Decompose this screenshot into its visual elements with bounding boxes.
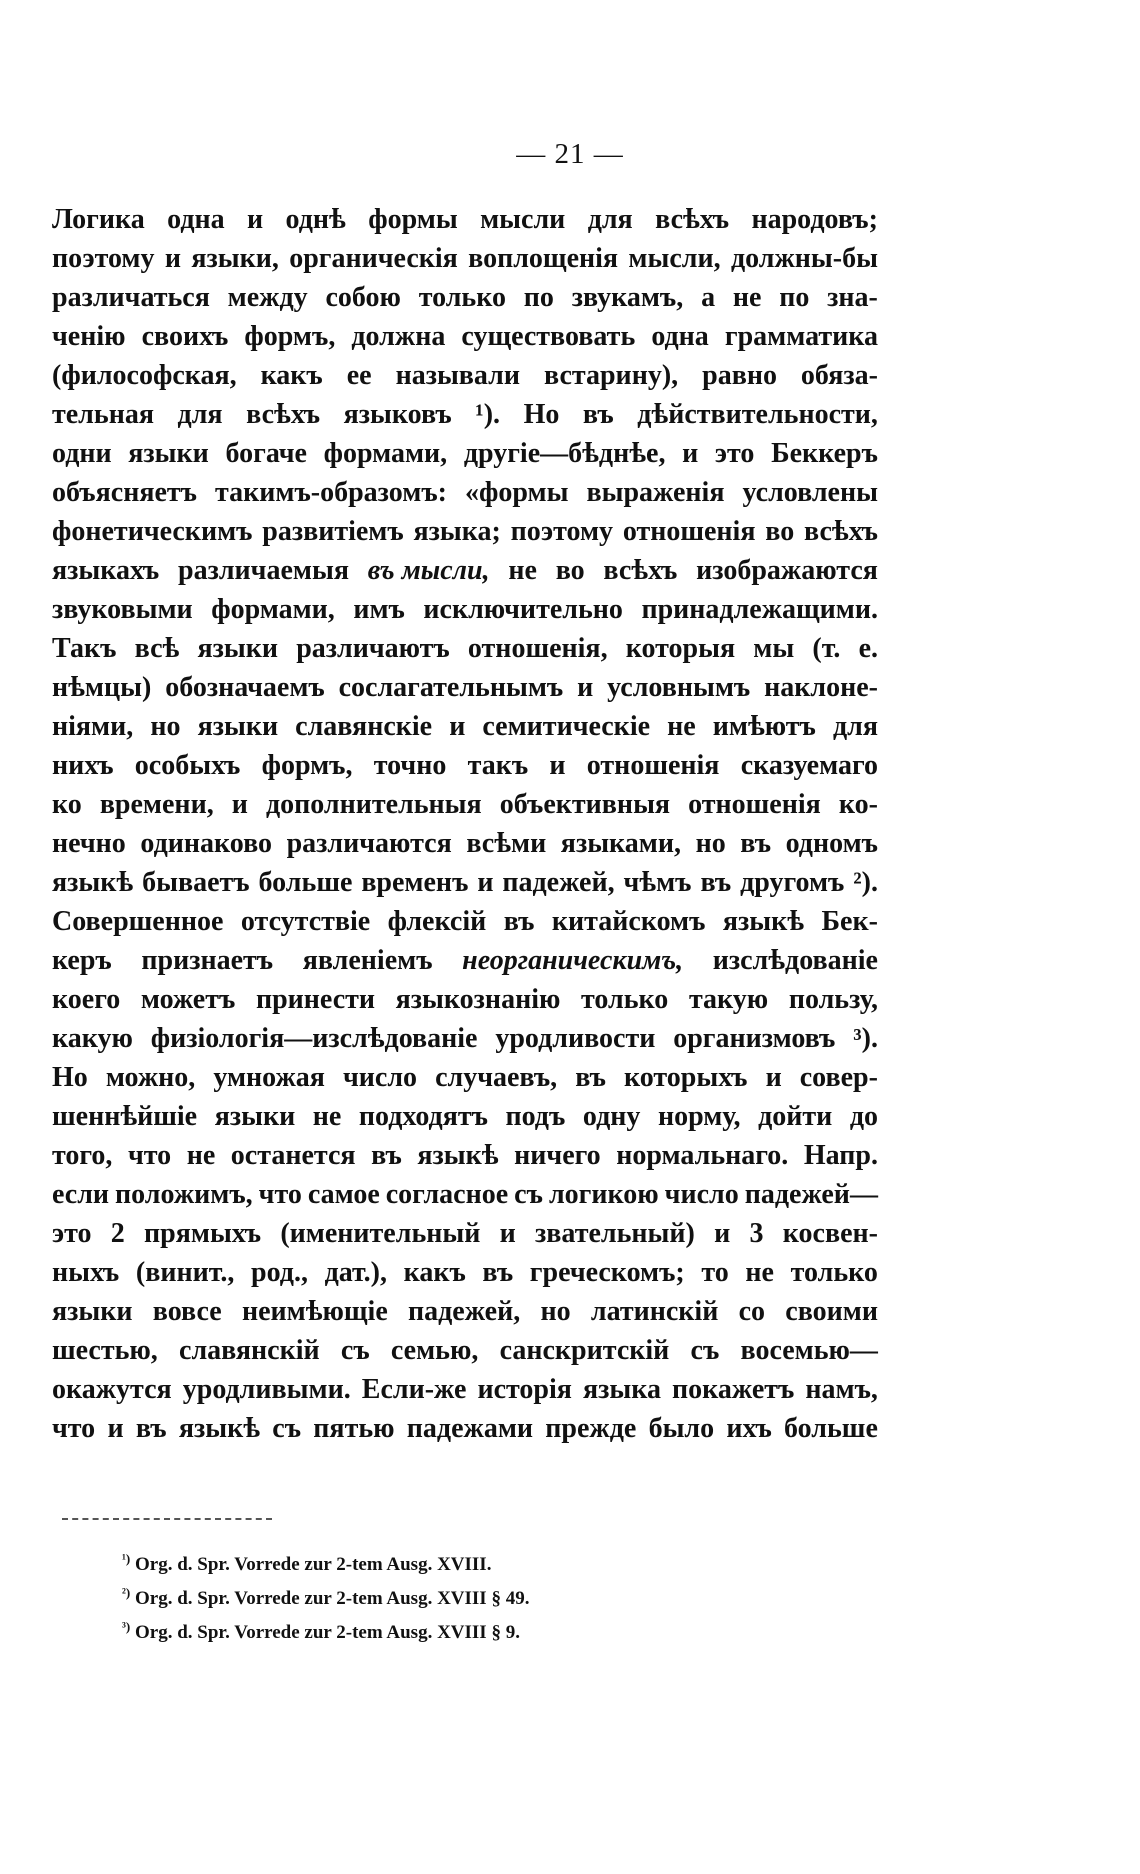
text-line: [52, 434, 878, 473]
word: дойти: [758, 1101, 833, 1132]
word: бываетъ: [142, 867, 250, 898]
word: нѣмцы): [52, 672, 152, 703]
text-line: [52, 746, 878, 785]
word: Если-же: [361, 1374, 467, 1405]
word: если: [52, 1179, 110, 1210]
word: Логика: [52, 204, 145, 235]
word: Бек-: [821, 906, 878, 937]
footnote-mark: ¹): [122, 1551, 131, 1566]
word: дѣйствительности,: [637, 399, 878, 430]
footnotes: [122, 1545, 529, 1647]
word: времени,: [99, 789, 214, 820]
body-text: [52, 200, 878, 1448]
text-line: [52, 278, 878, 317]
word: организмовъ: [673, 1023, 836, 1054]
word: языка: [583, 1374, 661, 1405]
text-line: [52, 473, 878, 512]
word: языка;: [413, 516, 501, 547]
word: это: [714, 438, 755, 469]
word: норму,: [657, 1101, 741, 1132]
text-line: [52, 551, 878, 590]
word: (именительный: [280, 1218, 481, 1249]
word: е.: [858, 633, 878, 664]
word: въ: [700, 867, 732, 898]
word: должна: [351, 321, 446, 352]
word: въ: [582, 399, 614, 430]
word: отсутствіе: [240, 906, 371, 937]
word: обяза-: [800, 360, 878, 391]
word: и: [577, 672, 594, 703]
footnote-separator: [62, 1518, 272, 1520]
word: и: [477, 867, 494, 898]
word: (философская,: [52, 360, 237, 391]
word: обозначаемъ: [165, 672, 325, 703]
word: останется: [230, 1140, 356, 1171]
word: не: [745, 1257, 774, 1288]
word: такъ: [467, 750, 529, 781]
word: исключительно: [423, 594, 623, 625]
word: отношенія: [688, 789, 821, 820]
word: объясняетъ: [52, 477, 197, 508]
word: въ: [135, 1413, 167, 1444]
word: звукамъ,: [571, 282, 684, 313]
word: (винит.,: [135, 1257, 235, 1288]
page-number: — 21 —: [516, 138, 624, 170]
word: такую: [688, 984, 769, 1015]
word: 2: [110, 1218, 125, 1249]
word: пользу,: [788, 984, 878, 1015]
word: поэтому: [510, 516, 614, 547]
word: больше: [784, 1413, 878, 1444]
word: равно: [702, 360, 777, 391]
word: народовъ;: [751, 204, 878, 235]
word: точно: [373, 750, 447, 781]
word: встарину),: [544, 360, 679, 391]
word: только: [790, 1257, 878, 1288]
word: мысли,: [628, 243, 721, 274]
word: и: [714, 1218, 731, 1249]
word: съ: [340, 1335, 370, 1366]
word: исторія: [477, 1374, 572, 1405]
word: и: [682, 438, 699, 469]
word: Но: [52, 1062, 88, 1093]
word: объективныя: [499, 789, 671, 820]
word: нихъ: [52, 750, 114, 781]
word: языки: [197, 633, 279, 664]
word: не: [508, 555, 537, 586]
word: число: [342, 1062, 418, 1093]
word: всѣ: [134, 633, 180, 664]
word: для: [832, 711, 878, 742]
word: и: [449, 711, 466, 742]
word: сказуемаго: [740, 750, 878, 781]
word: различаютъ: [296, 633, 450, 664]
word: но: [540, 1296, 571, 1327]
word: ихъ: [726, 1413, 772, 1444]
word: языкахъ: [52, 555, 160, 586]
word: языки: [52, 1296, 133, 1327]
text-line: [52, 629, 878, 668]
word: ныхъ: [52, 1257, 120, 1288]
word: число: [664, 1179, 739, 1210]
word: какъ: [403, 1257, 466, 1288]
word: которыя: [625, 633, 736, 664]
word: и: [164, 243, 181, 274]
word: дат.),: [324, 1257, 387, 1288]
word: нормальнаго.: [616, 1140, 789, 1171]
footnote-text: Org. d. Spr. Vorrede zur 2-tem Ausg. XVIII.: [134, 1554, 492, 1575]
text-line: [52, 200, 878, 239]
word: всѣми: [466, 828, 547, 859]
word: керъ: [52, 945, 112, 976]
word: только: [581, 984, 669, 1015]
word: Совершенное: [52, 906, 224, 937]
word: звательный): [535, 1218, 695, 1249]
word: положимъ,: [115, 1179, 253, 1210]
text-line: [52, 902, 878, 941]
word: признаетъ: [141, 945, 274, 976]
word: языкѣ: [722, 906, 805, 937]
word: съ: [690, 1335, 720, 1366]
text-line: [52, 317, 878, 356]
word: было: [648, 1413, 715, 1444]
word: имѣютъ: [712, 711, 816, 742]
word: принадлежащими.: [641, 594, 878, 625]
word: другомъ: [740, 867, 845, 898]
word: одинаково: [140, 828, 272, 859]
word: въ: [371, 1140, 402, 1171]
word: ее: [346, 360, 372, 391]
word: латинскій: [590, 1296, 719, 1327]
word: уродливыми.: [182, 1374, 351, 1405]
word: это: [52, 1218, 92, 1249]
word: фонетическимъ: [52, 516, 253, 547]
word: во: [765, 516, 795, 547]
word: съ: [514, 1179, 543, 1210]
text-line: [52, 512, 878, 551]
text-line: [52, 980, 878, 1019]
word: падежей—: [744, 1179, 878, 1210]
word: для: [587, 204, 633, 235]
word: шеннѣйшіе: [52, 1101, 198, 1132]
word: какую: [52, 1023, 133, 1054]
word: одну: [582, 1101, 641, 1132]
word: богаче: [225, 438, 307, 469]
italic-word: неорганическимъ,: [462, 945, 684, 976]
word: и: [231, 789, 248, 820]
word: восемью—: [740, 1335, 878, 1366]
word: по: [523, 282, 554, 313]
word: по: [779, 282, 810, 313]
word: а: [701, 282, 716, 313]
text-line: [52, 1136, 878, 1175]
word: только: [418, 282, 506, 313]
word: языки,: [191, 243, 279, 274]
word: и: [107, 1413, 124, 1444]
word: собою: [325, 282, 401, 313]
word: и: [549, 750, 566, 781]
word: временъ: [361, 867, 469, 898]
text-line: [52, 1214, 878, 1253]
footnote-text: Org. d. Spr. Vorrede zur 2-tem Ausg. XVIII § 9.: [134, 1622, 520, 1643]
word: языки: [214, 1101, 296, 1132]
word: не: [732, 282, 762, 313]
word: логикою: [548, 1179, 659, 1210]
word: физіологія—изслѣдованіе: [150, 1023, 478, 1054]
word: своихъ: [141, 321, 229, 352]
word: отношенія: [586, 750, 720, 781]
word: окажутся: [52, 1374, 172, 1405]
word: намъ,: [805, 1374, 878, 1405]
word: не: [186, 1140, 216, 1171]
word: больше: [258, 867, 353, 898]
footnote-ref: ³).: [853, 1023, 878, 1054]
word: одномъ: [785, 828, 878, 859]
word: и: [765, 1062, 782, 1093]
word: ничего: [514, 1140, 601, 1171]
word: зна-: [827, 282, 878, 313]
word: языками,: [560, 828, 681, 859]
word: того,: [52, 1140, 113, 1171]
word: 3: [749, 1218, 764, 1249]
word: въ: [575, 1062, 606, 1093]
word: изображаются: [696, 555, 878, 586]
word: что: [127, 1140, 172, 1171]
word: какъ: [260, 360, 323, 391]
word: что: [258, 1179, 302, 1210]
text-line: [52, 1292, 878, 1331]
word: ко: [52, 789, 82, 820]
footnote: [122, 1545, 529, 1579]
word: тельная: [52, 399, 154, 430]
word: изслѣдованіе: [712, 945, 878, 976]
word: греческомъ;: [529, 1257, 685, 1288]
word: подходятъ: [358, 1101, 488, 1132]
word: вовсе: [152, 1296, 222, 1327]
word: не: [667, 711, 696, 742]
word: семью,: [390, 1335, 479, 1366]
word: между: [227, 282, 308, 313]
word: одна: [167, 204, 225, 235]
text-line: [52, 785, 878, 824]
text-line: [52, 1019, 878, 1058]
word: славянскій: [179, 1335, 320, 1366]
text-line: [52, 395, 878, 434]
word: всѣхъ: [655, 204, 730, 235]
word: отношенія,: [467, 633, 608, 664]
word: отношенія: [622, 516, 756, 547]
word: въ: [482, 1257, 514, 1288]
word: различаемыя: [178, 555, 349, 586]
word: неимѣющіе: [241, 1296, 388, 1327]
word: пятью: [313, 1413, 395, 1444]
word: можетъ: [140, 984, 236, 1015]
word: одни: [52, 438, 112, 469]
word: флексій: [387, 906, 487, 937]
word: прямыхъ: [144, 1218, 262, 1249]
word: имъ: [353, 594, 405, 625]
word: ко-: [838, 789, 878, 820]
word: уродливости: [495, 1023, 656, 1054]
word: существовать: [461, 321, 636, 352]
italic-word: въ мысли,: [367, 555, 490, 586]
word: различаться: [52, 282, 210, 313]
word: условнымъ: [607, 672, 751, 703]
word: различаются: [286, 828, 452, 859]
word: славянскіе: [295, 711, 433, 742]
text-line: [52, 356, 878, 395]
word: языки: [128, 438, 209, 469]
footnote: [122, 1613, 529, 1647]
text-line: [52, 707, 878, 746]
footnote-ref: ¹).: [475, 399, 501, 430]
word: называли: [395, 360, 521, 391]
word: чѣмъ: [623, 867, 692, 898]
word: семитическіе: [482, 711, 651, 742]
text-line: [52, 1370, 878, 1409]
word: но: [695, 828, 726, 859]
word: во: [555, 555, 585, 586]
word: и: [247, 204, 264, 235]
word: случаевъ,: [435, 1062, 558, 1093]
text-line: [52, 1409, 878, 1448]
word: формы: [368, 204, 458, 235]
word: наклоне-: [764, 672, 878, 703]
word: ніями,: [52, 711, 134, 742]
word: подъ: [505, 1101, 566, 1132]
word: прежде: [545, 1413, 637, 1444]
text-line: [52, 863, 878, 902]
word: до: [849, 1101, 878, 1132]
word: органическія: [289, 243, 458, 274]
word: можно,: [105, 1062, 196, 1093]
word: падежей,: [502, 867, 615, 898]
word: Но: [523, 399, 560, 430]
word: должны-бы: [730, 243, 878, 274]
word: дополнительныя: [265, 789, 482, 820]
word: воплощенія: [468, 243, 619, 274]
word: мы: [753, 633, 795, 664]
word: (т.: [812, 633, 841, 664]
word: ченію: [52, 321, 126, 352]
word: другіе—бѣднѣе,: [463, 438, 666, 469]
word: самое: [307, 1179, 380, 1210]
footnote-mark: ³): [122, 1619, 131, 1634]
word: сослагательнымъ: [338, 672, 564, 703]
word: всѣхъ: [603, 555, 678, 586]
word: для: [177, 399, 223, 430]
text-line: [52, 1058, 878, 1097]
footnote: [122, 1579, 529, 1613]
word: согласное: [385, 1179, 509, 1210]
word: принести: [255, 984, 376, 1015]
word: языковъ: [343, 399, 452, 430]
word: такимъ-образомъ:: [215, 477, 447, 508]
word: формами,: [211, 594, 335, 625]
word: падежей,: [408, 1296, 521, 1327]
word: умножая: [213, 1062, 325, 1093]
word: всѣхъ: [804, 516, 878, 547]
word: китайскомъ: [551, 906, 706, 937]
word: падежами: [406, 1413, 534, 1444]
word: шестью,: [52, 1335, 158, 1366]
word: выраженія: [586, 477, 725, 508]
word: Такъ: [52, 633, 117, 664]
word: которыхъ: [624, 1062, 748, 1093]
footnote-text: Org. d. Spr. Vorrede zur 2-tem Ausg. XVIII § 49.: [134, 1588, 530, 1609]
footnote-mark: ²): [122, 1585, 131, 1600]
word: Напр.: [803, 1140, 878, 1171]
word: въ: [503, 906, 535, 937]
word: условлены: [742, 477, 878, 508]
word: покажетъ: [672, 1374, 795, 1405]
word: однѣ: [285, 204, 346, 235]
word: развитіемъ: [262, 516, 404, 547]
word: совер-: [799, 1062, 878, 1093]
text-line: [52, 668, 878, 707]
word: особыхъ: [134, 750, 241, 781]
word: языки: [197, 711, 279, 742]
word: грамматика: [724, 321, 878, 352]
word: не: [312, 1101, 342, 1132]
word: своими: [785, 1296, 878, 1327]
word: род.,: [251, 1257, 308, 1288]
word: звуковыми: [52, 594, 193, 625]
word: съ: [272, 1413, 302, 1444]
word: въ: [740, 828, 772, 859]
word: что: [52, 1413, 96, 1444]
word: коего: [52, 984, 121, 1015]
text-line: [52, 1097, 878, 1136]
text-line: [52, 824, 878, 863]
footnote-ref: ²).: [853, 867, 878, 898]
word: всѣхъ: [246, 399, 321, 430]
word: одна: [651, 321, 709, 352]
word: явленіемъ: [302, 945, 433, 976]
word: санскритскій: [499, 1335, 670, 1366]
word: косвен-: [782, 1218, 878, 1249]
word: мысли: [480, 204, 566, 235]
word: языкѣ: [52, 867, 134, 898]
text-line: [52, 590, 878, 629]
word: но: [150, 711, 181, 742]
word: поэтому: [52, 243, 155, 274]
word: и: [499, 1218, 516, 1249]
text-line: [52, 239, 878, 278]
word: со: [738, 1296, 766, 1327]
word: формъ,: [244, 321, 336, 352]
text-line: [52, 1331, 878, 1370]
word: языкознанію: [395, 984, 561, 1015]
word: формъ,: [261, 750, 353, 781]
word: языкѣ: [417, 1140, 499, 1171]
text-line: [52, 1175, 878, 1214]
word: формами,: [323, 438, 448, 469]
text-line: [52, 941, 878, 980]
word: Беккеръ: [771, 438, 878, 469]
word: нечно: [52, 828, 126, 859]
word: языкѣ: [178, 1413, 261, 1444]
word: «формы: [465, 477, 569, 508]
word: то: [701, 1257, 729, 1288]
text-line: [52, 1253, 878, 1292]
